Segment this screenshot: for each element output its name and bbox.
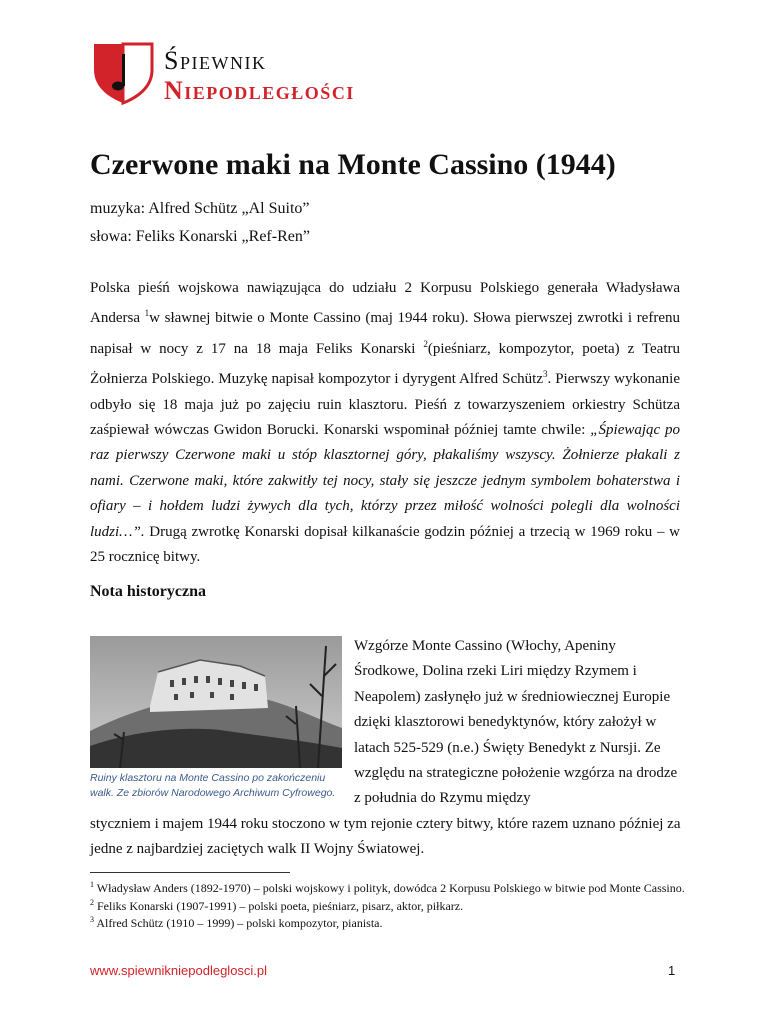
- footnote-ref-1[interactable]: 1: [144, 308, 150, 319]
- footer-url-link[interactable]: www.spiewnikniepodleglosci.pl: [90, 963, 268, 978]
- intro-text-3: (pieśniarz, kompozytor, poeta) z Teatru Żołnierza Polskiego. Muzykę napisał kompozytor i dyrygent Alfred Schütz: [90, 340, 680, 388]
- footnote-divider: [90, 872, 290, 873]
- lyrics-credit: słowa: Feliks Konarski „Ref-Ren”: [90, 228, 310, 245]
- history-paragraph-part1: Wzgórze Monte Cassino (Włochy, Apeniny Środkowe, Dolina rzeki Liri między Rzymem i Neapolem) zasłynęło już w średniowiecznej Europie dzięki klasztorowi benedyktynów, który założył w latach 525-529 (n.e.) Święty Benedykt z Nursji. Ze względu na strategiczne położenie wzgórza na drodze z południa do Rzymu między: [354, 638, 678, 807]
- monastery-ruins-photo: [90, 636, 342, 768]
- photo-caption: Ruiny klasztoru na Monte Cassino po zakończeniu walk. Ze zbiorów Narodowego Archiwum Cyfrowego.: [90, 772, 336, 799]
- footnote-3: $^3$ Alfred Schütz (1910 – 1999) – polski kompozytor, pianista.: [90, 915, 383, 930]
- footnote-ref-3[interactable]: 3: [542, 369, 548, 380]
- logo: [90, 40, 400, 106]
- intro-paragraph: [90, 276, 680, 570]
- footnote-2: $^2$ Feliks Konarski (1907-1991) – polski poeta, pieśniarz, pisarz, aktor, piłkarz.: [90, 897, 464, 913]
- intro-text-2: w sławnej bitwie o Monte Cassino (maj 1944 roku). Słowa pierwszej zwrotki i refrenu napisał w nocy z 17 na 18 maja Feliks Konarski: [90, 310, 680, 357]
- history-paragraph-part2: styczniem i majem 1944 roku stoczono w tym rejonie cztery bitwy, które razem uznano później za jedne z najbardziej zaciętych walk II Wojny Światowej.: [90, 816, 681, 858]
- konarski-quote: „Śpiewając po raz pierwszy Czerwone maki u stóp klasztornej góry, płakaliśmy wszyscy. Żołnierze płakali z nami. Czerwone maki, które zakwitły tej nocy, stały się jeszcze jednym symbolem bohaterstwa i ofiary – i hołdem ludzi żywych dla tych, którzy przez miłość wolności polegli dla wolności ludzi…”.: [90, 422, 680, 540]
- music-credit: muzyka: Alfred Schütz „Al Suito”: [90, 200, 310, 217]
- intro-text-5: Drugą zwrotkę Konarski dopisał kilkanaście godzin później a trzecią w 1969 roku – w 25 rocznicę bitwy.: [90, 523, 680, 566]
- intro-text-1: Polska pieśń wojskowa nawiązująca do udziału 2 Korpusu Polskiego generała Władysława Andersa: [90, 280, 680, 327]
- section-heading: Nota historyczna: [90, 583, 206, 600]
- footnote-ref-2[interactable]: 2: [423, 338, 428, 349]
- shield-note-icon: [90, 40, 156, 106]
- brand-line-2: Niepodległości: [164, 76, 355, 105]
- intro-text-4: . Pierwszy wykonanie odbyło się 18 maja już po zajęciu ruin klasztoru. Pieśń z towarzyszeniem orkiestry Schütza zaśpiewał wówczas Gwidon Borucki. Konarski wspominał później tamte chwile:: [90, 371, 680, 439]
- footnote-1: $^1$ Władysław Anders (1892-1970) – polski wojskowy i polityk, dowódca 2 Korpusu Polskiego w bitwie pod Monte Cassino.: [90, 880, 685, 895]
- footnotes: [90, 878, 690, 931]
- page-number: 1: [668, 963, 676, 978]
- page-title: Czerwone maki na Monte Cassino (1944): [90, 148, 616, 181]
- brand-line-1: Śpiewnik: [164, 46, 267, 75]
